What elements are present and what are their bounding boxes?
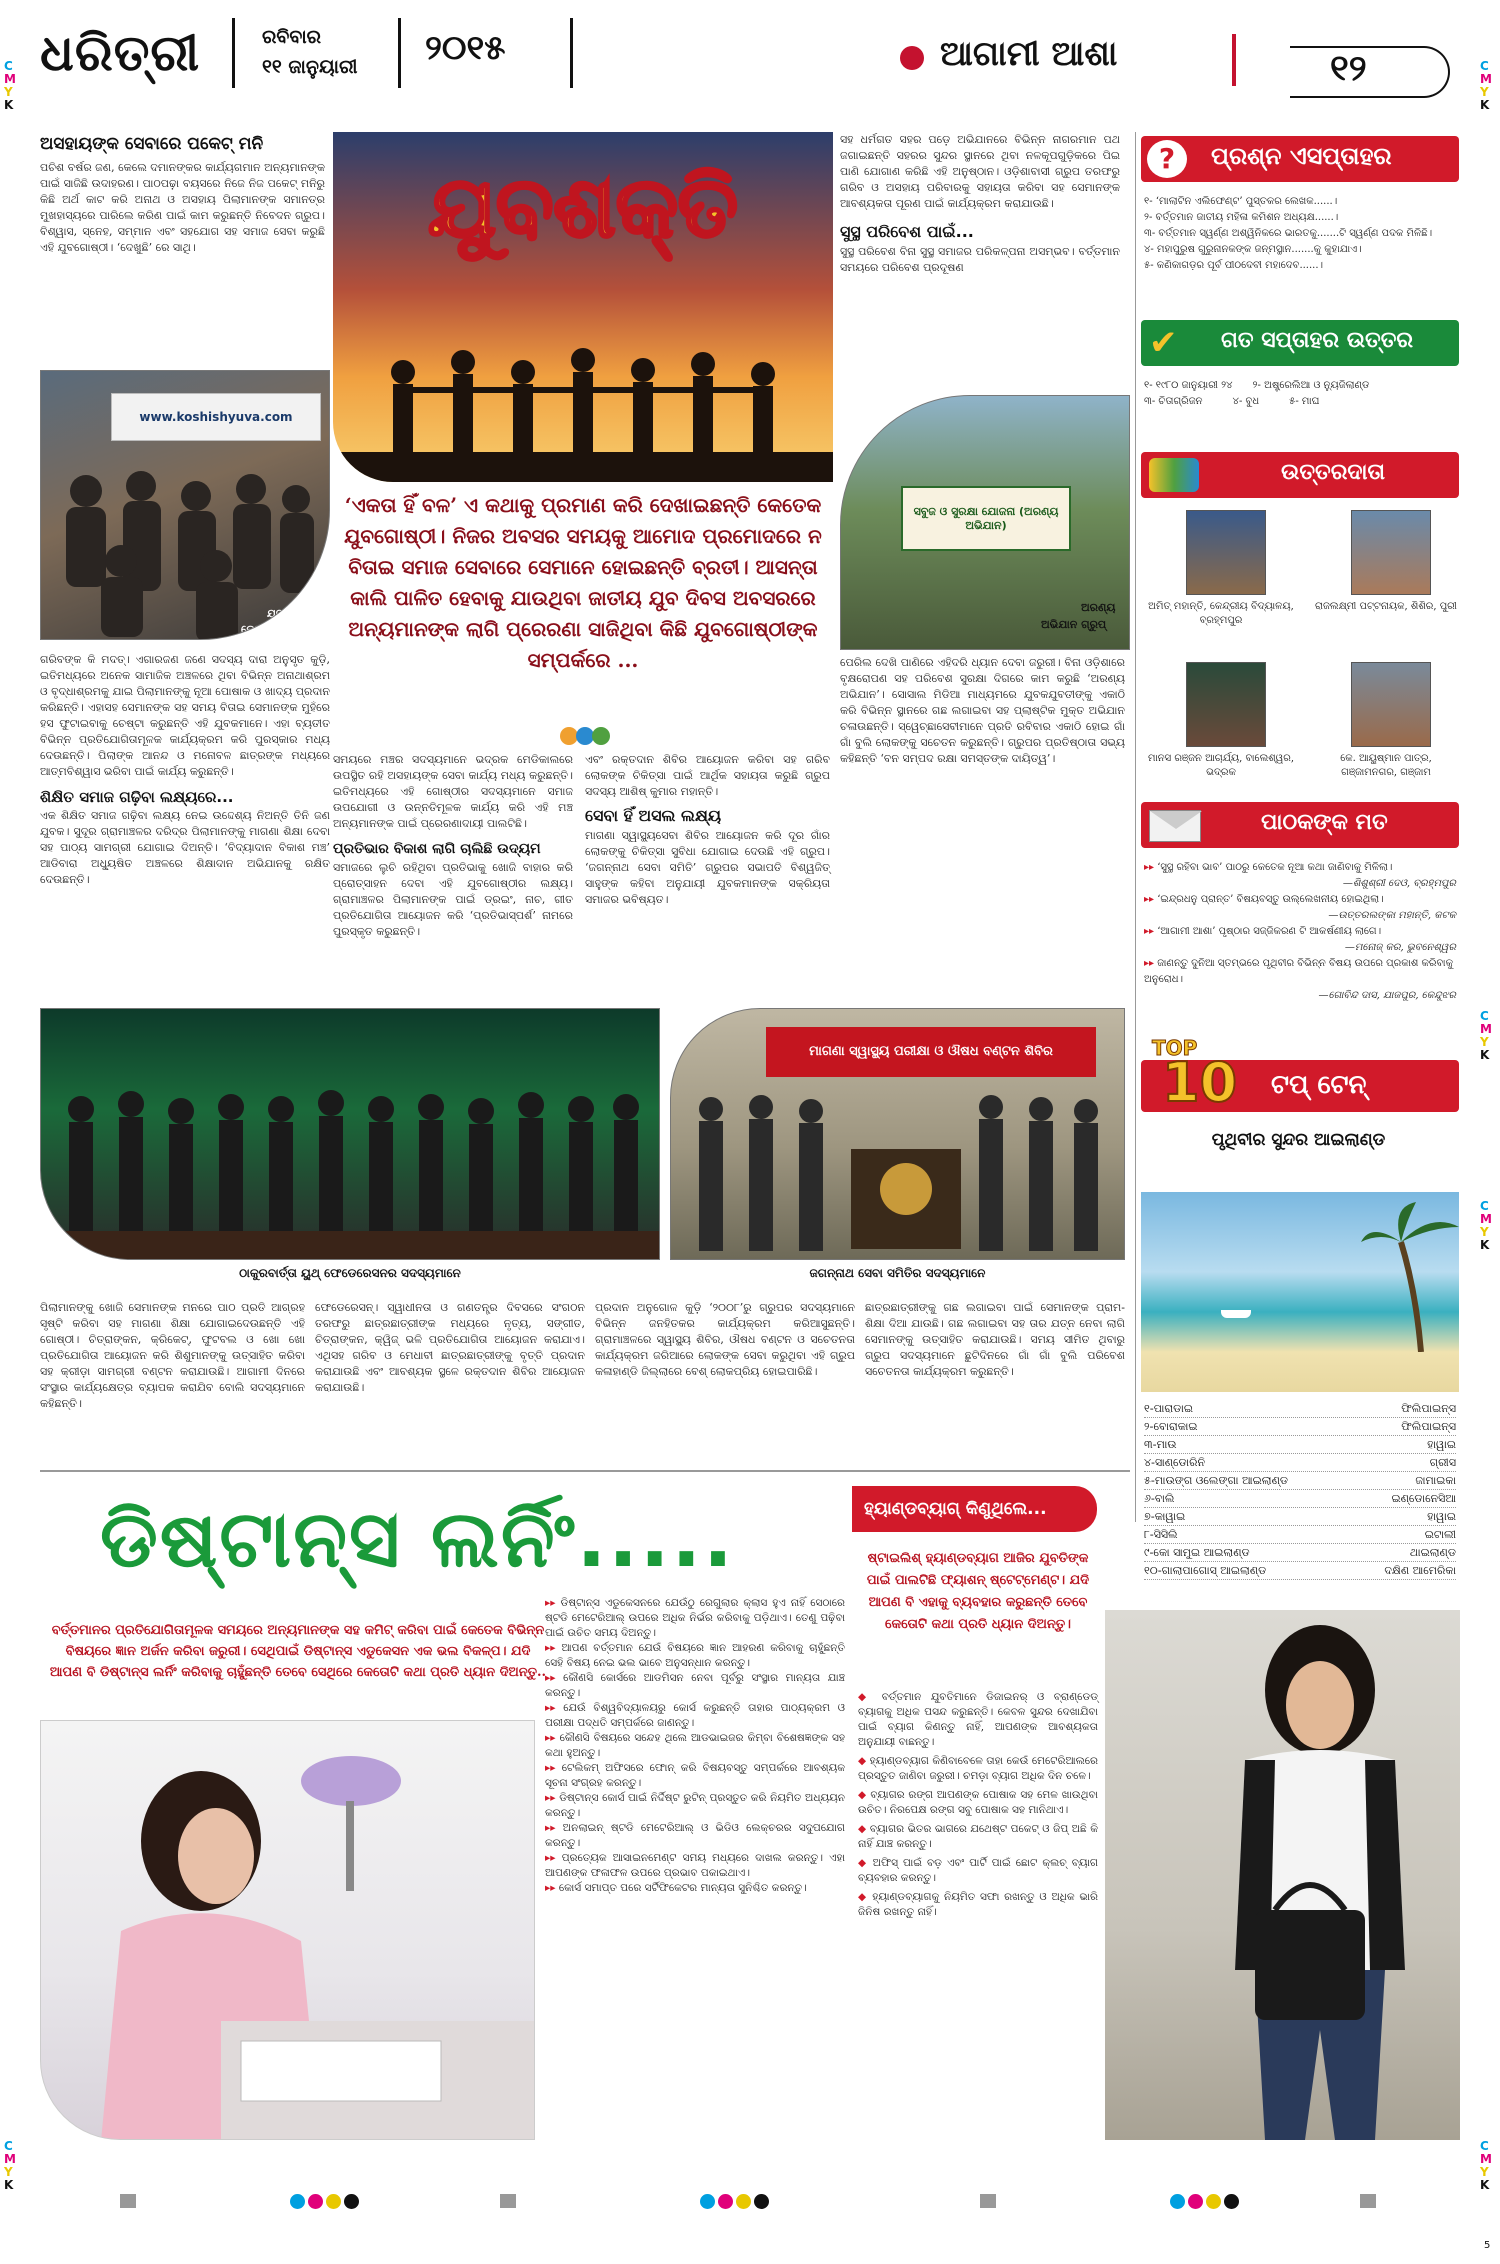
reg-k: K (1480, 1048, 1490, 1062)
group-figures (671, 1079, 1125, 1260)
black-dot (754, 2194, 769, 2209)
gray-swatch (500, 2194, 516, 2208)
photo-banner (766, 1027, 1096, 1077)
reg-c: C (1480, 1009, 1489, 1023)
tip-text: ଯେଉଁ ବିଶ୍ୱବିଦ୍ୟାଳୟରୁ କୋର୍ସ କରୁଛନ୍ତି ତାହାର ପାଠ୍ୟକ୍ରମ ଓ ପରୀକ୍ଷା ପଦ୍ଧତି ସମ୍ପର୍କରେ ଜାଣନ୍ତୁ। (545, 1702, 845, 1729)
top10-title: ଟପ୍ ଟେନ୍ (1271, 1070, 1367, 1100)
island-name: ୯-କୋ ସାମୁଇ ଆଇଲାଣ୍ଡ (1144, 1546, 1250, 1559)
opinion-text: ‘ଇନ୍ଦ୍ରଧନୁ ପ୍ରାନ୍ତ’ ବିଷୟବସ୍ତୁ ଉଲ୍ଲେଖନୀୟ ହୋଇଥିଲା। (1157, 894, 1384, 905)
answer-item: ୧- ୧୯୮୦ ଜାନୁୟାରୀ ୨୪ (1144, 380, 1233, 391)
distance-learning-title: ଡିଷ୍ଟାନ୍ସ ଲର୍ନିଂ..... (100, 1495, 735, 1585)
solvers-header (1141, 452, 1459, 498)
registration-marks-low-right (1480, 1200, 1492, 1252)
group-figures (41, 451, 330, 640)
middle-col-3 (585, 752, 830, 908)
reg-m: M (4, 2152, 16, 2166)
tip-item: ◆ ହ୍ୟାଣ୍ଡବ୍ୟାଗ କିଣିବାବେଳେ ତାହା କେଉଁ ମେଟେରିଆଲରେ ପ୍ରସ୍ତୁତ ଜାଣିବା ଜରୁରୀ। ଚମଡ଼ା ବ୍ୟାଗ ଅଧିକ ଦିନ ଚଳେ। (858, 1755, 1098, 1782)
answers-title: ଗତ ସପ୍ତାହର ଉତ୍ତର (1221, 328, 1414, 353)
quiz-item: ୨- ବର୍ତ୍ତମାନ ଜାତୀୟ ମହିଳା କମିଶନ ଅଧ୍ୟକ୍ଷ......। (1144, 212, 1339, 223)
middle-col-2 (333, 752, 573, 940)
reg-k: K (4, 98, 14, 112)
story-right-intro: ସହ ଧର୍ମଗତ ସହର ପଡ଼େ ଅଭିଯାନରେ ବିଭିନ୍ନ ନାଗରମାନ ପଥ ଜଗାଇଛନ୍ତି ସହରର ସୁନ୍ଦର ସ୍ଥାନରେ ଥିବା ନଳକୂପଗୁଡ଼ିକରେ ପିଇ ପାଣି ଯୋଗାଣ କରିଛି ଏହି ଅନୁଷ୍ଠାନ। ଓଡ଼ିଶାବାସୀ ଗ୍ରୁପ ତରଫରୁ ଗରିବ ଓ ଅସହାୟ ପରିବାରକୁ ସହାୟତା କରିବା ସହ ସେମାନଙ୍କ ଆବଶ୍ୟକତା ପୂରଣ ପାଇଁ କାର୍ଯ୍ୟକ୍ରମ କରାଯାଉଛି। (840, 133, 1120, 210)
top10-row (1144, 1400, 1456, 1418)
cyan-dot (700, 2194, 715, 2209)
registration-marks-bottom-right (1480, 2140, 1492, 2192)
reg-k: K (1480, 98, 1490, 112)
tip-item: ▸▸ କୌଣସି କୋର୍ସରେ ଆଡମିସନ ନେବା ପୂର୍ବରୁ ସଂସ୍ଥାର ମାନ୍ୟତା ଯାଞ୍ଚ କରନ୍ତୁ। (545, 1672, 845, 1699)
opinion-signature: —ଗୋବିନ୍ଦ ଦାସ, ଯାଜପୁର, କେନ୍ଦୁଝର (1318, 990, 1456, 1001)
solver-name: କେ. ଆୟୁଷ୍ମାନ ପାତ୍ର, ଗଞ୍ଜାମନଗର, ଗଞ୍ଜାମ (1340, 753, 1432, 778)
tip-text: ଅନଲାଇନ୍ ଷ୍ଟଡି ମେଟେରିଆଲ୍ ଓ ଭିଡିଓ ଲେକ୍ଚରର ସଦୁପଯୋଗ କରନ୍ତୁ। (545, 1822, 845, 1849)
photo-banner-text: ମାଗଣା ସ୍ୱାସ୍ଥ୍ୟ ପରୀକ୍ଷା ଓ ଔଷଧ ବଣ୍ଟନ ଶିବିର (809, 1044, 1053, 1059)
section-title-rule (1232, 34, 1236, 86)
island-country: ଥାଇଲାଣ୍ଡ (1409, 1546, 1456, 1559)
island-name: ୧-ପାରାଡାଇ (1144, 1402, 1193, 1415)
cmyk-dots (1170, 2194, 1242, 2213)
tip-text: କୌଣସି ବିଷୟରେ ସନ୍ଦେହ ଥିଲେ ଆଡଭାଇଜର କିମ୍ବା ବିଶେଷଜ୍ଞଙ୍କ ସହ କଥା ହୁଅନ୍ତୁ। (545, 1732, 845, 1759)
model-figure (1105, 1610, 1460, 2140)
top10-list (1144, 1400, 1456, 1580)
top10-row (1144, 1418, 1456, 1436)
reg-c: C (1480, 59, 1489, 73)
masthead-year: ୨୦୧୫ (425, 28, 506, 68)
opinion-text: ‘ସୁସ୍ଥ ରହିବା ଭାବ’ ପାଠରୁ କେତେକ ନୂଆ କଥା ଜାଣିବାକୁ ମିଳିଲା। (1157, 862, 1393, 873)
reg-c: C (1480, 2139, 1489, 2153)
col-body: ଏବଂ ରକ୍ତଦାନ ଶିବିର ଆୟୋଜନ କରିବା ସହ ଗରିବ ଲୋକଙ୍କ ଚିକିତ୍ସା ପାଇଁ ଆର୍ଥିକ ସହାୟତା କରୁଛି ଗ୍ରୁପ ସଦସ୍ୟ ଆଶିଷ୍ କୁମାର ମହାନ୍ତି। (585, 753, 830, 798)
photo-banner-text: ସବୁଜ ଓ ସୁରକ୍ଷା ଯୋଜନା (ଅରଣ୍ୟ ଅଭିଯାନ) (913, 504, 1059, 532)
opinion-item: ▸▸ ‘ଇନ୍ଦ୍ରଧନୁ ପ୍ରାନ୍ତ’ ବିଷୟବସ୍ତୁ ଉଲ୍ଲେଖନୀୟ ହୋଇଥିଲା। (1144, 894, 1384, 905)
top10-row (1144, 1436, 1456, 1454)
solver-photo (1351, 662, 1431, 747)
jagannath-seva-caption: ଜଗନ୍ନାଥ ସେବା ସମିତିର ସଦସ୍ୟମାନେ (809, 1266, 986, 1280)
col-body: ଗରିବଙ୍କ କି ମଦତ୍। ଏଗାରଜଣ ଜଣେ ସଦସ୍ୟ ଦାରା ଅନୁସୃତ କୁଡ଼ି, ଇତିମଧ୍ୟରେ ଅନେକ ସାମାଜିକ ଅଞ୍ଚଳରେ ଥିବା ବିଭିନ୍ନ ଅନାଥାଶ୍ରମ ଓ ବୃଦ୍ଧାଶ୍ରମକୁ ଯାଇ ପିଲାମାନଙ୍କୁ ନୂଆ ପୋଷାକ ଓ ଖାଦ୍ୟ ପ୍ରଦାନ କରିଛନ୍ତି। ଏହାସହ ସେମାନଙ୍କ ସହ ସମୟ ବିତାଇ ସେମାନଙ୍କ ମୁହଁରେ ହସ ଫୁଟାଇବାକୁ ଚେଷ୍ଟା କରୁଛନ୍ତି ଏହି ଯୁବକମାନେ। ଏହା ବ୍ୟତୀତ ବିଭିନ୍ନ ପ୍ରତିଯୋଗିତାମୂଳକ କାର୍ଯ୍ୟକ୍ରମ କରି ପୁରସ୍କାର ମଧ୍ୟ ଦେଉଛନ୍ତି। ପିଲାଙ୍କ ଆନନ୍ଦ ଓ ମନୋବଳ ଛାତ୍ରଙ୍କ ମଧ୍ୟରେ ଆତ୍ମବିଶ୍ୱାସ ଭରିବା ପାଇଁ କାର୍ଯ୍ୟ କରୁଛନ୍ତି। (40, 653, 330, 778)
section-marker-icon (900, 46, 924, 70)
story-right-heading: ସୁସ୍ଥ ପରିବେଶ ପାଇଁ... (840, 222, 974, 241)
newspaper-logo: ଧରିତ୍ରୀ (40, 24, 201, 82)
gray-swatch (1360, 2194, 1376, 2208)
col-body: ମାଗଣା ସ୍ୱାସ୍ଥ୍ୟସେବା ଶିବିର ଆୟୋଜନ କରି ଦୂର ଗାଁର ଲୋକଙ୍କୁ ଚିକିତ୍ସା ସୁବିଧା ଯୋଗାଇ ଦେଉଛି ଏହି ଗ୍ରୁପ। ‘ଜଗନ୍ନାଥ ସେବା ସମିତି’ ଗ୍ରୁପର ସଭାପତି ବିଶ୍ୱଜିତ୍ ସାହୁଙ୍କ କହିବା ଅନୁଯାୟୀ ଯୁବକମାନଙ୍କ ସକ୍ରିୟତା ସମାଜର ଭବିଷ୍ୟତ। (585, 829, 830, 906)
opinion-signature: —ମନୋଜ୍ କର, ଭୁବନେଶ୍ୱର (1344, 942, 1456, 953)
tip-item: ▸▸ କୋର୍ସ ସମାପ୍ତ ପରେ ସର୍ଟିଫିକେଟର ମାନ୍ୟତା ସୁନିଶ୍ଚିତ କରନ୍ତୁ। (545, 1882, 807, 1894)
reg-k: K (4, 2178, 14, 2192)
island-country: ଫିଲିପାଇନ୍ସ (1401, 1420, 1456, 1433)
island-beach-photo (1141, 1192, 1459, 1392)
masthead-day: ରବିବାର (262, 26, 322, 48)
black-dot (1224, 2194, 1239, 2209)
tip-item: ▸▸ ଡିଷ୍ଟାନ୍ସ କୋର୍ସ ପାଇଁ ନିର୍ଦ୍ଦିଷ୍ଟ ରୁଟିନ୍ ପ୍ରସ୍ତୁତ କରି ନିୟମିତ ଅଧ୍ୟୟନ କରନ୍ତୁ। (545, 1792, 845, 1819)
tip-text: ବ୍ୟାଗର ଭିତର ଭାଗରେ ଯଥେଷ୍ଟ ପକେଟ୍ ଓ ଜିପ୍ ଅଛି କି ନାହିଁ ଯାଞ୍ଚ କରନ୍ତୁ। (858, 1823, 1098, 1850)
island-country: ଜାମାଇକା (1415, 1474, 1456, 1487)
top10-row (1144, 1508, 1456, 1526)
photo-caption-line1: ଯୁବା (267, 607, 286, 620)
top10-badge-top: TOP (1152, 1036, 1198, 1060)
handbag-header (852, 1486, 1097, 1532)
envelope-icon (1149, 810, 1201, 842)
photo-banner (901, 486, 1071, 551)
tip-item: ▸▸ କୌଣସି ବିଷୟରେ ସନ୍ଦେହ ଥିଲେ ଆଡଭାଇଜର କିମ୍ବା ବିଶେଷଜ୍ଞଙ୍କ ସହ କଥା ହୁଅନ୍ତୁ। (545, 1732, 845, 1759)
tip-item: ▸▸ ଅନଲାଇନ୍ ଷ୍ଟଡି ମେଟେରିଆଲ୍ ଓ ଭିଡିଓ ଲେକ୍ଚରର ସଦୁପଯୋଗ କରନ୍ତୁ। (545, 1822, 845, 1849)
quiz-title: ପ୍ରଶ୍ନ ଏସପ୍ତାହର (1211, 142, 1392, 170)
gray-swatch (120, 2194, 136, 2208)
top10-subtitle: ପୃଥିବୀର ସୁନ୍ଦର ଆଇଲାଣ୍ଡ (1211, 1130, 1386, 1150)
lower-col-3: ପ୍ରଦାନ ଅନୁଗୋଳ କୁଡ଼ି ‘୨୦୦୮’ରୁ ଗ୍ରୁପର ସଦସ୍ୟମାନେ ବିଭିନ୍ନ ଜନହିତକର କାର୍ଯ୍ୟକ୍ରମ କରିଆସୁଛନ୍ତି। ଗ୍ରାମାଞ୍ଚଳରେ ସ୍ୱାସ୍ଥ୍ୟ ଶିବିର, ଔଷଧ ବଣ୍ଟନ ଓ ସଚେତନତା କାର୍ଯ୍ୟକ୍ରମ ଜରିଆରେ ଲୋକଙ୍କ ସେବା କରୁଥିବା ଏହି ଗ୍ରୁପ କଳାହାଣ୍ଡି ଜିଲ୍ଲାରେ ବେଶ୍ ଲୋକପ୍ରିୟ ହୋଇପାରିଛି। (595, 1301, 855, 1378)
island-name: ୧୦-ଗାଲାପାଗୋସ୍ ଆଇଲାଣ୍ଡ (1144, 1564, 1267, 1577)
masthead (0, 0, 1500, 110)
aranya-abhiyan-photo (840, 395, 1130, 650)
opinion-text: ଜାଣନ୍ତୁ ଦୁନିଆ ସ୍ତମ୍ଭରେ ପୃଥିବୀର ବିଭିନ୍ନ ବିଷୟ ଉପରେ ପ୍ରକାଶ କରିବାକୁ ଅନୁରୋଧ। (1144, 958, 1453, 985)
footer-color-bar (120, 2190, 1380, 2214)
reg-y: Y (1480, 1035, 1489, 1049)
handbag-points (858, 1690, 1098, 1924)
opinion-item: ▸▸ ‘ସୁସ୍ଥ ରହିବା ଭାବ’ ପାଠରୁ କେତେକ ନୂଆ କଥା ଜାଣିବାକୁ ମିଳିଲା। (1144, 862, 1393, 873)
reg-m: M (4, 72, 16, 86)
answers-header (1141, 320, 1459, 366)
cyan-dot (290, 2194, 305, 2209)
registration-marks-top-left (4, 60, 16, 112)
opinion-item: ▸▸ ‘ଆଗାମୀ ଆଶା’ ପୃଷ୍ଠାର ସଜ୍ଜିକରଣ ଟି ଆକର୍ଷଣୀୟ ଲାଗେ। (1144, 926, 1382, 937)
top10-row (1144, 1544, 1456, 1562)
top10-row (1144, 1526, 1456, 1544)
question-mark-icon: ? (1147, 140, 1187, 178)
answer-item: ୩- ଚିତାଗ୍ରିଜନ (1144, 396, 1203, 407)
tip-item: ▸▸ ଆପଣ ବର୍ତ୍ତମାନ ଯେଉଁ ବିଷୟରେ ଜ୍ଞାନ ଆହରଣ କରିବାକୁ ଚାହୁଁଛନ୍ତି ସେହି ବିଷୟ ନେଇ ଭଲ ଭାବେ ଅନୁସନ୍ଧାନ କରନ୍ତୁ। (545, 1642, 845, 1669)
yellow-dot (1206, 2194, 1221, 2209)
page-number-box (1290, 46, 1450, 98)
feature-quote-text: ‘ଏକତା ହିଁ ବଳ’ ଏ କଥାକୁ ପ୍ରମାଣ କରି ଦେଖାଇଛନ୍ତି କେତେକ ଯୁବଗୋଷ୍ଠୀ। ନିଜର ଅବସର ସମୟକୁ ଆମୋଦ ପ୍ରମୋଦରେ ନ ବିତାଇ ସମାଜ ସେବାରେ ସେମାନେ ହୋଇଛନ୍ତି ବ୍ରତୀ। ଆସନ୍ତା କାଲି ପାଳିତ ହେବାକୁ ଯାଉଥିବା ଜାତୀୟ ଯୁବ ଦିବସ ଅବସରରେ ଅନ୍ୟମାନଙ୍କ ଲାଗି ପ୍ରେରଣା ସାଜିଥିବା କିଛି ଯୁବଗୋଷ୍ଠୀଙ୍କ ସମ୍ପର୍କରେ ... (344, 493, 822, 672)
registration-marks-mid-right (1480, 1010, 1492, 1062)
island-country: ଇଟାଲୀ (1424, 1528, 1456, 1541)
reg-c: C (4, 2139, 13, 2153)
tip-text: କୋର୍ସ ସମାପ୍ତ ପରେ ସର୍ଟିଫିକେଟର ମାନ୍ୟତା ସୁନିଶ୍ଚିତ କରନ୍ତୁ। (558, 1882, 807, 1894)
masthead-divider (398, 18, 401, 88)
opinion-text: ‘ଆଗାମୀ ଆଶା’ ପୃଷ୍ଠାର ସଜ୍ଜିକରଣ ଟି ଆକର୍ଷଣୀୟ ଲାଗେ। (1157, 926, 1382, 937)
student-figure (41, 1721, 535, 2140)
island-country: ହାୱାଇ (1427, 1438, 1456, 1451)
answer-item: ୨- ଅଷ୍ଟ୍ରେଲିଆ ଓ ନ୍ୟୁଜିଲାଣ୍ଡ (1252, 380, 1370, 391)
middle-col-1 (40, 652, 330, 888)
story-right-body: ସୁସ୍ଥ ପରିବେଶ ବିନା ସୁସ୍ଥ ସମାଜର ପରିକଳ୍ପନା ଅସମ୍ଭବ। ବର୍ତ୍ତମାନ ସମୟରେ ପରିବେଶ ପ୍ରଦୂଷଣ (840, 245, 1120, 274)
yellow-dot (326, 2194, 341, 2209)
palm-tree-icon (1361, 1202, 1459, 1352)
photo-banner (111, 393, 321, 441)
youth-federation-caption: ଠାକୁରବାର୍ତ୍ତା ୟୁଥ୍ ଫେଡେରେସନର ସଦସ୍ୟମାନେ (239, 1266, 461, 1280)
solver-photo (1351, 510, 1431, 595)
lower-col-1: ପିଲାମାନଙ୍କୁ ଖୋଜି ସେମାନଙ୍କ ମନରେ ପାଠ ପ୍ରତି ଆଗ୍ରହ ସୃଷ୍ଟି କରିବା ସହ ମାଗଣା ଶିକ୍ଷା ଯୋଗାଇଦେଉଛନ୍ତି ଏହି ଗୋଷ୍ଠୀ। ଚିତ୍ରାଙ୍କନ, କ୍ରିକେଟ୍, ଫୁଟବଲ ଓ ଖୋ ଖୋ ପ୍ରତିଯୋଗିତା ଆୟୋଜନ କରି ଶିଶୁମାନଙ୍କୁ ଉତ୍ସାହିତ କରିବା ସହ କ୍ରୀଡ଼ା ସାମଗ୍ରୀ ବଣ୍ଟନ କରାଯାଉଛି। ଆଗାମୀ ଦିନରେ ସଂସ୍ଥାର କାର୍ଯ୍ୟକ୍ଷେତ୍ର ବ୍ୟାପକ କରାଯିବ ବୋଲି ସଦସ୍ୟମାନେ କହିଛନ୍ତି। (40, 1301, 305, 1410)
photo-caption-line2: ଅଭିଯାନ ଗ୍ରୁପ୍ (1041, 618, 1107, 631)
quiz-item: ୩- ବର୍ତ୍ତମାନ ସ୍ୱର୍ଣ୍ଣ ଅଶ୍ୱିନିକରେ ଭାରତକୁ.......ଟି ସ୍ୱର୍ଣ୍ଣ ପଦକ ମିଳିଛି। (1144, 228, 1433, 239)
solver-name: ରାଜଲକ୍ଷ୍ମୀ ପଟ୍ଟନାୟକ, ଶିଶିର, ପୁରୀ (1315, 601, 1457, 612)
handbag-heading: ହ୍ୟାଣ୍ଡବ୍ୟାଗ୍ କିଣୁଥିଲେ... (864, 1499, 1047, 1519)
handbag-intro: ଷ୍ଟାଇଲିଶ୍ ହ୍ୟାଣ୍ଡବ୍ୟାଗ ଆଜିର ଯୁବତିଙ୍କ ପାଇଁ ପାଲଟିଛି ଫ୍ୟାଶନ୍ ଷ୍ଟେଟ୍ମେଣ୍ଟ। ଯଦି ଆପଣ ବି ଏହାକୁ ବ୍ୟବହାର କରୁଛନ୍ତି ତେବେ କେତୋଟି କଥା ପ୍ରତି ଧ୍ୟାନ ଦିଅନ୍ତୁ। (866, 1551, 1090, 1632)
boat-icon (1221, 1310, 1251, 1318)
col-body: ସମାଜରେ ଲୁଚି ରହିଥିବା ପ୍ରତିଭାକୁ ଖୋଜି ବାହାର କରି ପ୍ରୋତ୍ସାହନ ଦେବା ଏହି ଯୁବଗୋଷ୍ଠୀର ଲକ୍ଷ୍ୟ। ଗ୍ରାମାଞ୍ଚଳର ପିଲାମାନଙ୍କ ପାଇଁ ଡ୍ରଇଂ, ନାଚ, ଗୀତ ପ୍ରତିଯୋଗିତା ଆୟୋଜନ କରି ‘ପ୍ରତିଭାସ୍ପର୍ଶ’ ନାମରେ ପୁରସ୍କୃତ କରୁଛନ୍ତି। (333, 861, 573, 938)
top10-row (1144, 1562, 1456, 1580)
opinion-item: ▸▸ ଜାଣନ୍ତୁ ଦୁନିଆ ସ୍ତମ୍ଭରେ ପୃଥିବୀର ବିଭିନ୍ନ ବିଷୟ ଉପରେ ପ୍ରକାଶ କରିବାକୁ ଅନୁରୋଧ। (1144, 958, 1453, 985)
group-figures (41, 1049, 660, 1260)
photo-banner-text: www.koshishyuva.com (139, 410, 293, 424)
solver-photo (1186, 662, 1266, 747)
quiz-list (1144, 194, 1456, 274)
top10-badge (1144, 1036, 1238, 1118)
registration-marks-top-right (1480, 60, 1492, 112)
island-name: ୬-ବାଲି (1144, 1492, 1175, 1505)
reg-c: C (1480, 1199, 1489, 1213)
black-dot (344, 2194, 359, 2209)
feature-title: ଯୁବଶକ୍ତି (428, 158, 738, 256)
answer-item: ୫- ମାଘ (1289, 396, 1320, 407)
tip-text: ଡିଷ୍ଟାନ୍ସ ଏଡୁକେସନରେ ଯେଉଁଠୁ ରେଗୁଲାର କ୍ଲାସ ହୁଏ ନାହିଁ ସେଠାରେ ଷ୍ଟଡି ମେଟେରିଆଲ୍ ଉପରେ ଅଧିକ ନିର୍ଭର କରିବାକୁ ପଡ଼ିଥାଏ। ତେଣୁ ପଢ଼ିବା ପାଇଁ ଉଚିତ ସମୟ ଦିଅନ୍ତୁ। (545, 1597, 846, 1639)
island-country: ଫିଲିପାଇନ୍ସ (1401, 1402, 1456, 1415)
story-body: ପଚିଶ ବର୍ଷର ଜଣ, କେଲେ ଦମାନଙ୍କର କାର୍ଯ୍ୟଗମାନ ଅନ୍ୟମାନଙ୍କ ପାଇଁ ସାଜିଛି ଉଦାହରଣ। ପାଠପଢ଼ା ବୟସରେ ନିଜେ ନିଜ ପକେଟ୍ ମନିରୁ କିଛି ଅର୍ଥ କାଟ କରି ଅନାଥ ଓ ଅସହାୟ ପିଲାମାନଙ୍କ ସମାନତ୍ର ମୁଖହାସ୍ୟରେ ପାରିଲେ କରିଣ ପାଇଁ କାମ କରୁଛନ୍ତି ନିବେଦନ ଗ୍ରୁପ। ବିଶ୍ୱାସ, ସ୍ନେହ, ସମ୍ମାନ ଏବଂ ସହଯୋଗ ସହ ସମାଜ ସେବା କରୁଛି ଏହି ଯୁବଗୋଷ୍ଠୀ। ‘ଦେଖୁଛି’ ରେ ସାଥି। (40, 161, 326, 254)
top10-row (1144, 1472, 1456, 1490)
yellow-dot (736, 2194, 751, 2209)
tip-item: ◆ ହ୍ୟାଣ୍ଡବ୍ୟାଗକୁ ନିୟମିତ ସଫା ରଖନ୍ତୁ ଓ ଅଧିକ ଭାରି ଜିନିଷ ରଖନ୍ତୁ ନାହିଁ। (858, 1891, 1098, 1918)
tip-item: ◆ ଅଫିସ୍ ପାଇଁ ବଡ଼ ଏବଂ ପାର୍ଟି ପାଇଁ ଛୋଟ କ୍ଲଚ୍ ବ୍ୟାଗ ବ୍ୟବହାର କରନ୍ତୁ। (858, 1857, 1098, 1884)
dot-icon (592, 727, 610, 745)
student-studying-photo (40, 1720, 535, 2140)
col-body: ପେରିଲ ଦେଖି ପାଣିରେ ଏହିଦରି ଧ୍ୟାନ ଦେବା ଜରୁରୀ। ବିନା ଓଡ଼ିଶାରେ ବୃକ୍ଷରୋପଣ ସହ ପରିବେଶ ସୁରକ୍ଷା ଦିଗରେ କାମ କରୁଛି ‘ଅରଣ୍ୟ ଅଭିଯାନ’। ସୋସାଲ ମିଡିଆ ମାଧ୍ୟମରେ ଯୁବକଯୁବତୀଙ୍କୁ ଏକାଠି କରି ବିଭିନ୍ନ ସ୍ଥାନରେ ଗଛ ଲଗାଇବା ସହ ପ୍ଲାଷ୍ଟିକ ମୁକ୍ତ ଅଭିଯାନ ଚଳାଉଛନ୍ତି। ସ୍ୱେଚ୍ଛାସେବୀମାନେ ପ୍ରତି ରବିବାର ଏକାଠି ହୋଇ ଗାଁ ଗାଁ ବୁଲି ଲୋକଙ୍କୁ ସଚେତନ କରୁଛନ୍ତି। ଗ୍ରୁପର ପ୍ରତିଷ୍ଠାତା ସଭ୍ୟ କହିଛନ୍ତି ‘ବନ ସମ୍ପଦ ରକ୍ଷା ସମସ୍ତଙ୍କ ଦାୟିତ୍ୱ’। (840, 656, 1125, 765)
photo-caption-line2: କୋଶିଶ୍ ଗ୍ରୁପ୍ (241, 623, 303, 636)
koshish-group-photo (40, 370, 330, 640)
opinion-signature: —ଉତ୍ତରଲଙ୍କା ମହାନ୍ତି, କଟକ (1328, 910, 1456, 921)
section-divider (40, 1470, 1130, 1472)
reg-k: K (1480, 2178, 1490, 2192)
reg-y: Y (1480, 2165, 1489, 2179)
tip-text: ହ୍ୟାଣ୍ଡବ୍ୟାଗକୁ ନିୟମିତ ସଫା ରଖନ୍ତୁ ଓ ଅଧିକ ଭାରି ଜିନିଷ ରଖନ୍ତୁ ନାହିଁ। (858, 1891, 1098, 1918)
reg-m: M (1480, 1212, 1492, 1226)
quiz-item: ୪- ମହାପୁରୁଷ ଗୁରୁନାନକଙ୍କ ଜନ୍ମସ୍ଥାନ.......କୁ କୁହାଯାଏ। (1144, 244, 1362, 255)
model-handbag-photo (1105, 1610, 1460, 2140)
solver-photo (1186, 510, 1266, 595)
gray-swatch (980, 2194, 996, 2208)
island-name: ୨-ବୋରାକାଇ (1144, 1420, 1198, 1433)
island-country: ଇଣ୍ଡୋନେସିଆ (1391, 1492, 1456, 1505)
solvers-title: ଉତ୍ତରଦାତା (1281, 460, 1386, 485)
tip-item: ◆ ବର୍ତ୍ତମାନ ଯୁବତିମାନେ ଡିଜାଇନର୍ ଓ ବ୍ରାଣ୍ଡେଡ୍ ବ୍ୟାଗକୁ ଅଧିକ ପସନ୍ଦ କରୁଛନ୍ତି। କେବଳ ସୁନ୍ଦର ଦେଖାଯିବା ପାଇଁ ବ୍ୟାଗ କିଣନ୍ତୁ ନାହିଁ, ଆପଣଙ୍କ ଆବଶ୍ୟକତା ଅନୁଯାୟୀ ବାଛନ୍ତୁ। (858, 1691, 1099, 1748)
story-left-top (40, 132, 325, 256)
middle-col-4 (840, 655, 1125, 767)
answer-item: ୪- ବୁଧ (1232, 396, 1260, 407)
tip-item: ▸▸ ଯେଉଁ ବିଶ୍ୱବିଦ୍ୟାଳୟରୁ କୋର୍ସ କରୁଛନ୍ତି ତାହାର ପାଠ୍ୟକ୍ରମ ଓ ପରୀକ୍ଷା ପଦ୍ଧତି ସମ୍ପର୍କରେ ଜାଣନ୍ତୁ। (545, 1702, 845, 1729)
magenta-dot (1188, 2194, 1203, 2209)
island-country: ହାୱାଇ (1427, 1510, 1456, 1523)
opinion-list (1144, 860, 1456, 1004)
lower-col-4: ଛାତ୍ରଛାତ୍ରୀଙ୍କୁ ଗଛ ଲଗାଇବା ପାଇଁ ସେମାନଙ୍କ ପ୍ରାମ-ଶିକ୍ଷା ଦିଆ ଯାଉଛି। ଗଛ ଲଗାଇବା ସହ ତାର ଯତ୍ନ ନେବା ଲାଗି ସେମାନଙ୍କୁ ଉତ୍ସାହିତ କରାଯାଉଛି। ସମୟ ସୀମିତ ଥିବାରୁ ଗ୍ରୁପ ସଦସ୍ୟମାନେ ଛୁଟିଦିନରେ ଗାଁ ଗାଁ ବୁଲି ପରିବେଶ ସଚେତନତା କାର୍ଯ୍ୟକ୍ରମ କରୁଛନ୍ତି। (865, 1301, 1125, 1378)
top10-row (1144, 1490, 1456, 1508)
col-heading: ଶିକ୍ଷିତ ସମାଜ ଗଢ଼ିବା ଲକ୍ଷ୍ୟରେ... (40, 788, 234, 806)
reg-m: M (1480, 72, 1492, 86)
island-name: ୫-ମାଉଙ୍ଗ ଓଲେଙ୍ଗା ଆଇଲାଣ୍ଡ (1144, 1474, 1289, 1487)
col-body: ଏକ ଶିକ୍ଷିତ ସମାଜ ଗଢ଼ିବା ଲକ୍ଷ୍ୟ ନେଇ ଉଦ୍ଦେଶ୍ୟ ନିଅନ୍ତି ତିନି ଜଣ ଯୁବକ। ସୁଦୂର ଗ୍ରାମାଞ୍ଚଳର ଦରିଦ୍ର ପିଲାମାନଙ୍କୁ ମାଗଣା ଶିକ୍ଷା ଦେବା ସହ ପାଠ୍ୟ ସାମଗ୍ରୀ ଯୋଗାଇ ଦିଅନ୍ତି। ‘ବିଦ୍ୟାଦାନ ବିକାଶ ମଞ୍ଚ’ ଆଡିବାରା ଅଧ୍ୟୁଷିତ ଅଞ୍ଚଳରେ ଶିକ୍ଷାଦାନ ଅଭିଯାନକୁ ରକ୍ଷିତ ଦେଉଛନ୍ତି। (40, 809, 330, 886)
checkmark-icon: ✔ (1149, 323, 1178, 363)
silhouette-group (333, 332, 833, 482)
tip-text: ପ୍ରତ୍ୟେକ ଆସାଇନମେଣ୍ଟ ସମୟ ମଧ୍ୟରେ ଦାଖଲ କରନ୍ତୁ। ଏହା ଆପଣଙ୍କ ଫଳାଫଳ ଉପରେ ପ୍ରଭାବ ପକାଇଥାଏ। (545, 1852, 846, 1879)
opinion-header (1141, 802, 1459, 848)
top10-row (1144, 1454, 1456, 1472)
answers-row (1144, 378, 1456, 394)
answers-list (1144, 378, 1456, 410)
story-heading: ଅସହାୟଙ୍କ ସେବାରେ ପକେଟ୍ ମନି (40, 134, 264, 154)
story-right-top (840, 132, 1120, 276)
tip-item: ▸▸ ପ୍ରତ୍ୟେକ ଆସାଇନମେଣ୍ଟ ସମୟ ମଧ୍ୟରେ ଦାଖଲ କରନ୍ତୁ। ଏହା ଆପଣଙ୍କ ଫଳାଫଳ ଉପରେ ପ୍ରଭାବ ପକାଇଥାଏ। (545, 1852, 846, 1879)
magenta-dot (308, 2194, 323, 2209)
reg-y: Y (1480, 85, 1489, 99)
distance-learning-intro: ବର୍ତ୍ତମାନର ପ୍ରତିଯୋଗିତାମୂଳକ ସମୟରେ ଅନ୍ୟମାନଙ୍କ ସହ କମିଟ୍ କରିବା ପାଇଁ କେତେକ ବିଭିନ୍ନ ବିଷୟରେ ଜ୍ଞାନ ଅର୍ଜନ କରିବା ଜରୁରୀ। ସେଥିପାଇଁ ଡିଷ୍ଟାନ୍ସ ଏଡୁକେସନ ଏକ ଭଲ ବିକଳ୍ପ। ଯଦି ଆପଣ ବି ଡିଷ୍ଟାନ୍ସ ଲର୍ନିଂ କରିବାକୁ ଚାହୁଁଛନ୍ତି ତେବେ ସେଥିରେ କେତୋଟି କଥା ପ୍ରତି ଧ୍ୟାନ ଦିଅନ୍ତୁ.. (49, 1623, 547, 1680)
col-body: ସମୟରେ ମଞ୍ଚର ସଦସ୍ୟମାନେ ଭଦ୍ରକ ମେଡିକାଲରେ ଉପସ୍ଥିତ ରହି ଅସହାୟଙ୍କ ସେବା କାର୍ଯ୍ୟ ମଧ୍ୟ କରୁଛନ୍ତି। ଇତିମଧ୍ୟରେ ଏହି ଗୋଷ୍ଠୀର ସଦସ୍ୟମାନେ ସମାଜ ଉପଯୋଗୀ ଓ ଉନ୍ନତିମୂଳକ କାର୍ଯ୍ୟ କରି ଏହି ମଞ୍ଚ ଅନ୍ୟମାନଙ୍କ ପାଇଁ ପ୍ରେରଣାଦାୟୀ ପାଲଟିଛି। (333, 753, 573, 830)
solver-name: ମାନସ ରଞ୍ଜନ ଆଚାର୍ଯ୍ୟ, ବାଲେଶ୍ୱର, ଭଦ୍ରକ (1147, 753, 1295, 778)
youth-federation-photo (40, 1008, 660, 1260)
sidebar (1135, 132, 1460, 1577)
page-folio: 5 (1484, 2240, 1491, 2251)
page-number: ୧୨ (1330, 48, 1367, 89)
tip-text: ଆପଣ ବର୍ତ୍ତମାନ ଯେଉଁ ବିଷୟରେ ଜ୍ଞାନ ଆହରଣ କରିବାକୁ ଚାହୁଁଛନ୍ତି ସେହି ବିଷୟ ନେଇ ଭଲ ଭାବେ ଅନୁସନ୍ଧାନ କରନ୍ତୁ। (545, 1642, 845, 1669)
answers-row (1144, 394, 1456, 410)
tip-text: ବ୍ୟାଗର ରଙ୍ଗ ଆପଣଙ୍କ ପୋଷାକ ସହ ମେଳ ଖାଉଥିବା ଉଚିତ। ନିରପେକ୍ଷ ରଙ୍ଗ ସବୁ ପୋଷାକ ସହ ମାନିଥାଏ। (858, 1789, 1099, 1816)
tip-item: ▸▸ ଡିଷ୍ଟାନ୍ସ ଏଡୁକେସନରେ ଯେଉଁଠୁ ରେଗୁଲାର କ୍ଲାସ ହୁଏ ନାହିଁ ସେଠାରେ ଷ୍ଟଡି ମେଟେରିଆଲ୍ ଉପରେ ଅଧିକ ନିର୍ଭର କରିବାକୁ ପଡ଼ିଥାଏ। ତେଣୁ ପଢ଼ିବା ପାଇଁ ଉଚିତ ସମୟ ଦିଅନ୍ତୁ। (545, 1597, 846, 1639)
island-name: ୮-ସିସିଲି (1144, 1528, 1178, 1541)
reg-k: K (1480, 1238, 1490, 1252)
masthead-date: ୧୧ ଜାନୁୟାରୀ (262, 56, 358, 78)
lower-col-2: ଫେଡେରେସନ୍। ସ୍ୱାଧୀନତା ଓ ଗଣତନ୍ତ୍ର ଦିବସରେ ସଂଗଠନ ତରଫରୁ ଛାତ୍ରଛାତ୍ରୀଙ୍କ ମଧ୍ୟରେ ନୃତ୍ୟ, ସଙ୍ଗୀତ, ଚିତ୍ରାଙ୍କନ, କ୍ୱିଜ୍ ଭଳି ପ୍ରତିଯୋଗିତା ଆୟୋଜନ କରାଯାଏ। ଏଥିସହ ଗରିବ ଓ ମେଧାବୀ ଛାତ୍ରଛାତ୍ରୀଙ୍କୁ ବୃତ୍ତି ପ୍ରଦାନ କରାଯାଉଛି ଏବଂ ଆବଶ୍ୟକ ସ୍ଥଳେ ରକ୍ତଦାନ ଶିବିର ଆୟୋଜନ କରାଯାଉଛି। (315, 1301, 585, 1394)
magenta-dot (718, 2194, 733, 2209)
tip-text: କୌଣସି କୋର୍ସରେ ଆଡମିସନ ନେବା ପୂର୍ବରୁ ସଂସ୍ଥାର ମାନ୍ୟତା ଯାଞ୍ଚ କରନ୍ତୁ। (545, 1672, 845, 1699)
tip-item: ▸▸ ଟେଲିକମ୍ ଅଫିସରେ ଫୋନ୍ କରି ବିଷୟବସ୍ତୁ ସମ୍ପର୍କରେ ଆବଶ୍ୟକ ସୂଚନା ସଂଗ୍ରହ କରନ୍ତୁ। (545, 1762, 846, 1789)
tip-text: ବର୍ତ୍ତମାନ ଯୁବତିମାନେ ଡିଜାଇନର୍ ଓ ବ୍ରାଣ୍ଡେଡ୍ ବ୍ୟାଗକୁ ଅଧିକ ପସନ୍ଦ କରୁଛନ୍ତି। କେବଳ ସୁନ୍ଦର ଦେଖାଯିବା ପାଇଁ ବ୍ୟାଗ କିଣନ୍ତୁ ନାହିଁ, ଆପଣଙ୍କ ଆବଶ୍ୟକତା ଅନୁଯାୟୀ ବାଛନ୍ତୁ। (858, 1691, 1099, 1748)
island-name: ୩-ମାଉ (1144, 1438, 1177, 1451)
masthead-divider (570, 18, 573, 88)
cmyk-dots (700, 2194, 772, 2213)
tip-text: ଅଫିସ୍ ପାଇଁ ବଡ଼ ଏବଂ ପାର୍ଟି ପାଇଁ ଛୋଟ କ୍ଲଚ୍ ବ୍ୟାଗ ବ୍ୟବହାର କରନ୍ତୁ। (858, 1857, 1098, 1884)
island-name: ୭-କାୱାଇ (1144, 1510, 1186, 1523)
col-heading: ସେବା ହିଁ ଅସଲ ଲକ୍ଷ୍ୟ (585, 806, 722, 825)
tip-text: ଟେଲିକମ୍ ଅଫିସରେ ଫୋନ୍ କରି ବିଷୟବସ୍ତୁ ସମ୍ପର୍କରେ ଆବଶ୍ୟକ ସୂଚନା ସଂଗ୍ରହ କରନ୍ତୁ। (545, 1762, 846, 1789)
reg-y: Y (4, 85, 13, 99)
tip-item: ◆ ବ୍ୟାଗର ରଙ୍ଗ ଆପଣଙ୍କ ପୋଷାକ ସହ ମେଳ ଖାଉଥିବା ଉଚିତ। ନିରପେକ୍ଷ ରଙ୍ଗ ସବୁ ପୋଷାକ ସହ ମାନିଥାଏ। (858, 1789, 1099, 1816)
feature-quote (333, 490, 833, 676)
photo-caption-line1: ଅରଣ୍ୟ (1081, 601, 1116, 614)
quiz-item: ୧- ‘ମାଲାଟିନ ଏଲିଫେଣ୍ଟ’ ପୁସ୍ତକର ଲେଖକ......। (1144, 196, 1338, 207)
reg-m: M (1480, 2152, 1492, 2166)
reg-y: Y (4, 2165, 13, 2179)
section-title: ଆଗାମୀ ଆଶା (940, 34, 1118, 74)
top10-badge-number: 10 (1162, 1051, 1238, 1114)
island-country: ଦକ୍ଷିଣ ଆମେରିକା (1384, 1564, 1456, 1577)
reg-c: C (4, 59, 13, 73)
quiz-header (1141, 136, 1459, 182)
masthead-divider (232, 18, 235, 88)
opinion-title: ପାଠକଙ୍କ ମତ (1261, 810, 1388, 835)
quiz-item: ୫- କଣିକାଗଡ଼ର ପୂର୍ବ ପୀଠଦେବୀ ମହାଦେବ......। (1144, 260, 1324, 271)
tip-item: ◆ ବ୍ୟାଗର ଭିତର ଭାଗରେ ଯଥେଷ୍ଟ ପକେଟ୍ ଓ ଜିପ୍ ଅଛି କି ନାହିଁ ଯାଞ୍ଚ କରନ୍ତୁ। (858, 1823, 1098, 1850)
tip-text: ହ୍ୟାଣ୍ଡବ୍ୟାଗ କିଣିବାବେଳେ ତାହା କେଉଁ ମେଟେରିଆଲରେ ପ୍ରସ୍ତୁତ ଜାଣିବା ଜରୁରୀ। ଚମଡ଼ା ବ୍ୟାଗ ଅଧିକ ଦିନ ଚଳେ। (858, 1755, 1098, 1782)
cmyk-dots (290, 2194, 362, 2213)
decorative-dots (560, 727, 620, 747)
tip-text: ଡିଷ୍ଟାନ୍ସ କୋର୍ସ ପାଇଁ ନିର୍ଦ୍ଦିଷ୍ଟ ରୁଟିନ୍ ପ୍ରସ୍ତୁତ କରି ନିୟମିତ ଅଧ୍ୟୟନ କରନ୍ତୁ। (545, 1792, 845, 1819)
distance-learning-points (545, 1596, 845, 1896)
opinion-signature: —ଶିଶୁଶ୍ରୀ ଦେଓ, ବ୍ରହ୍ମପୁର (1342, 878, 1456, 889)
jagannath-seva-photo (670, 1008, 1125, 1260)
feature-banner (333, 132, 833, 482)
reg-m: M (1480, 1022, 1492, 1036)
solver-name: ଅମିତ୍ ମହାନ୍ତି, କେନ୍ଦ୍ରୀୟ ବିଦ୍ୟାଳୟ, ବ୍ରହ୍ମପୁର (1148, 601, 1294, 626)
col-heading: ପ୍ରତିଭାର ବିକାଶ ଲାଗି ଚାଲିଛି ଉଦ୍ୟମ (333, 841, 541, 857)
registration-marks-bottom-left (4, 2140, 16, 2192)
raised-hands-icon (1149, 458, 1199, 492)
island-country: ଗ୍ରୀସ (1429, 1456, 1456, 1469)
reg-y: Y (1480, 1225, 1489, 1239)
cyan-dot (1170, 2194, 1185, 2209)
island-name: ୪-ସାଣ୍ଡୋରିନି (1144, 1456, 1206, 1469)
